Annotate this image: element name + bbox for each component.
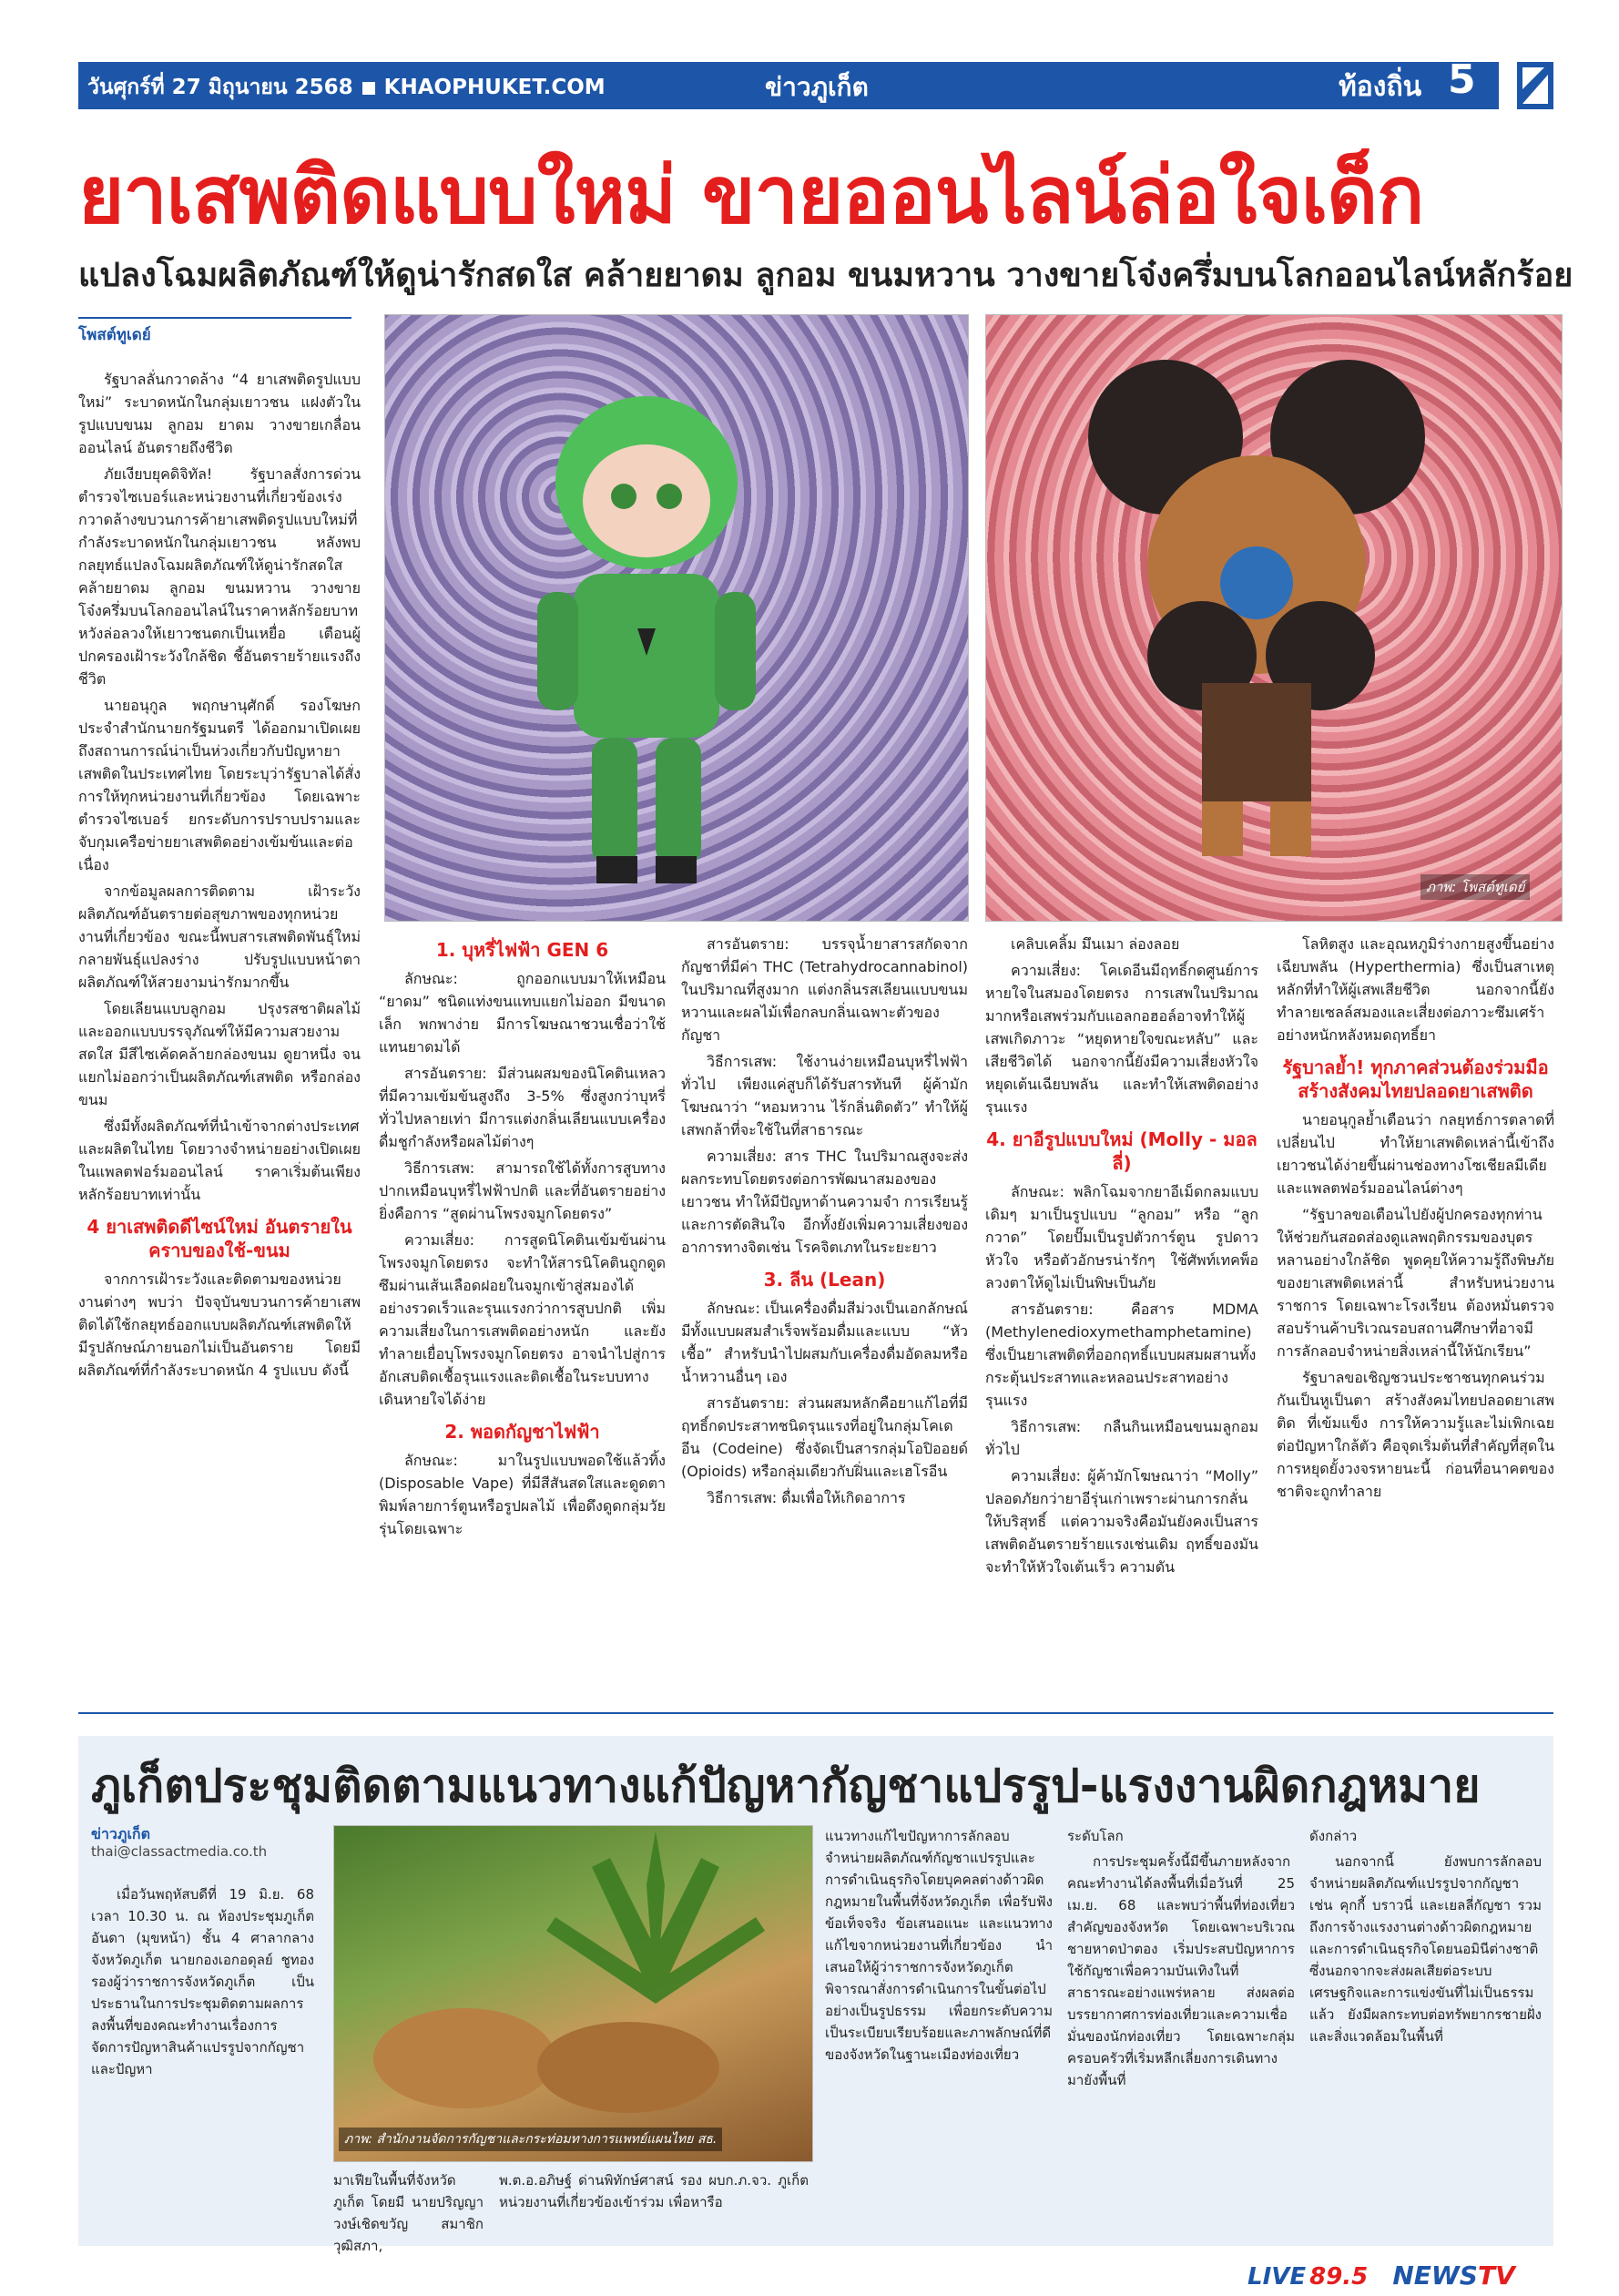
paragraph: ระดับโลก [1067,1828,1124,1844]
photo-caption: ภาพ: โพสต์ทูเดย์ [1420,874,1530,900]
paragraph: วิธีการเสพ: สามารถใช้ได้ทั้งการสูบทางปากเหมือนบุหรี่ไฟฟ้าปกติ และที่อันตรายอย่างยิ่งคือการ “สูดผ่านโพรงจมูกโดยตรง” [379,1159,666,1222]
paragraph: ลักษณะ: เป็นเครื่องดื่มสีม่วงเป็นเอกลักษณ์ มีทั้งแบบผสมสำเร็จพร้อมดื่มและแบบ “หัวเชื้อ” สำหรับนำไปผสมกับเครื่องดื่มอัดลมหรือน้ำหวานอื่นๆ เอง [681,1300,968,1385]
paragraph: วิธีการเสพ: ใช้งานง่ายเหมือนบุหรี่ไฟฟ้าทั่วไป เพียงแค่สูบก็ได้รับสารทันที ผู้ค้ามักโฆษณาว่า “หอมหวาน ไร้กลิ่นติดตัว” ทำให้ผู้เสพกล้าที่จะใช้ในที่สาธารณะ [681,1053,968,1138]
paragraph: จากการเฝ้าระวังและติดตามของหน่วยงานต่างๆ พบว่า ปัจจุบันขบวนการค้ายาเสพติดได้ใช้กลยุทธ์ออกแบบผลิตภัณฑ์เสพติดให้มีรูปลักษณ์ภายนอกไม่เป็นอันตราย โดยมีผลิตภัณฑ์ที่กำลังระบาดหนัก 4 รูปแบบ ดังนี้ [78,1270,361,1379]
radio-label: LIVE [1247,2263,1307,2291]
paragraph: เมื่อวันพฤหัสบดีที่ 19 มิ.ย. 68 เวลา 10.30 น. ณ ห้องประชุมภูเก็ตอันดา (มุขหน้า) ชั้น 4 ศาลากลางจังหวัดภูเก็ต นายกองเอกอดุลย์ ชูทอง รองผู้ว่าราชการจังหวัดภูเก็ต เป็นประธานในการประชุมติดตามผลการลงพื้นที่ของคณะทำงานเรื่องการจัดการปัญหาสินค้าแปรรูปจากกัญชา และปัญหา [91,1886,314,2077]
article1-column-3 [681,933,968,1702]
tv-label: NEWS [1392,2260,1478,2291]
paragraph: ลักษณะ: มาในรูปแบบพอดใช้แล้วทิ้ง (Disposable Vape) ที่มีสีสันสดใสและดูดตา พิมพ์ลายการ์ตูนหรือรูปผลไม้ เพื่อดึงดูดกลุ่มวัยรุ่นโดยเฉพาะ [379,1452,666,1537]
article2-column-3 [499,2169,809,2242]
section-divider [78,1712,1553,1714]
cookie-graphic [364,1985,728,2122]
paragraph: ความเสี่ยง: ผู้ค้ามักโฆษณาว่า “Molly” ปลอดภัยกว่ายาอีรุ่นเก่าเพราะผ่านการกลั่นให้บริสุทธิ์ แต่ความจริงคือมันยังคงเป็นสารเสพติดอันตรายร้ายแรงเช่นเดิม ฤทธิ์ของมันจะทำให้หัวใจเต้นเร็ว ความดัน [985,1467,1258,1576]
article2-column-6 [1309,1825,1542,2242]
corner-arrow-icon [1517,62,1553,109]
bear-toy-figure [1065,355,1448,865]
paragraph: ภัยเงียบยุคดิจิทัล! รัฐบาลสั่งการด่วนตำรวจไซเบอร์และหน่วยงานที่เกี่ยวข้องเร่งกวาดล้างขบวนการค้ายาเสพติดรูปแบบใหม่ที่กำลังระบาดหนักในกลุ่มเยาวชน หลังพบกลยุทธ์แปลงโฉมผลิตภัณฑ์ให้ดูน่ารักสดใส คล้ายยาดม ลูกอม ขนมหวาน วางขายโจ๋งครึ่มบนโลกออนไลน์ในราคาหลักร้อยบาท หวังล่อลวงให้เยาวชนตกเป็นเหยื่อ เตือนผู้ปกครองเฝ้าระวังใกล้ชิด ชี้อันตรายร้ายแรงถึงชีวิต [78,465,361,688]
article1-column-2 [379,929,666,1699]
subheading: 4. ยาอีรูปแบบใหม่ (Molly - มอลลี่) [986,1128,1258,1174]
article1-column-1 [78,368,361,1702]
footer-logos [1247,2260,1515,2291]
article2-headline: ภูเก็ตประชุมติดตามแนวทางแก้ปัญหากัญชาแปรรูป-แรงงานผิดกฎหมาย [91,1760,1481,1812]
paragraph: รัฐบาลขอเชิญชวนประชาชนทุกคนร่วมกันเป็นหูเป็นตา สร้างสังคมไทยปลอดยาเสพติด ที่เข้มแข็ง การให้ความรู้และไม่เพิกเฉยต่อปัญหาใกล้ตัว คือจุดเริ่มต้นที่สำคัญที่สุดในการหยุดยั้งวงจรหายนะนี้ ก่อนที่อนาคตของชาติจะถูกทำลาย [1277,1369,1554,1500]
paragraph: วิธีการเสพ: ดื่มเพื่อให้เกิดอาการ [707,1489,906,1506]
paragraph: สารอันตราย: บรรจุน้ำยาสารสกัดจากกัญชาที่มีค่า THC (Tetrahydrocannabinol) ในปริมาณที่สูงมาก แต่งกลิ่นรสเลียนแบบขนมหวานและผลไม้เพื่อกลบกลิ่นเฉพาะตัวของกัญชา [681,935,968,1044]
paragraph: มาเฟียในพื้นที่จังหวัดภูเก็ต โดยมี นายปริญญา วงษ์เชิดขวัญ สมาชิกวุฒิสภา, [333,2172,484,2254]
paragraph: ความเสี่ยง: สาร THC ในปริมาณสูงจะส่งผลกระทบโดยตรงต่อการพัฒนาสมองของเยาวชน ทำให้มีปัญหาด้านความจำ การเรียนรู้ และการตัดสินใจ อีกทั้งยังเพิ่มความเสี่ยงของอาการทางจิตเช่น โรคจิตเภทในระยะยาว [681,1148,968,1256]
article2-column-5 [1067,1825,1295,2242]
paragraph: “รัฐบาลขอเตือนไปยังผู้ปกครองทุกท่าน ให้ช่วยกันสอดส่องดูแลพฤติกรรมของบุตรหลานอย่างใกล้ชิด พูดคุยให้ความรู้ถึงพิษภัยของยาเสพติดเหล่านี้ สำหรับหน่วยงานราชการ โดยเฉพาะโรงเรียน ต้องหมั่นตรวจสอบร้านค้าบริเวณรอบสถานศึกษาที่อาจมีการลักลอบจำหน่ายสิ่งเหล่านี้ให้นักเรียน” [1277,1206,1554,1360]
section-name: ท้องถิ่น [1339,71,1422,103]
astronaut-toy-figure [510,383,783,893]
paragraph: การประชุมครั้งนี้มีขึ้นภายหลังจากคณะทำงานได้ลงพื้นที่เมื่อวันที่ 25 เม.ย. 68 และพบว่าพื้นที่ท่องเที่ยวสำคัญของจังหวัด โดยเฉพาะบริเวณชายหาดป่าตอง เริ่มประสบปัญหาการใช้กัญชาเพื่อความบันเทิงในที่สาธารณะอย่างแพร่หลาย ส่งผลต่อบรรยากาศการท่องเที่ยวและความเชื่อมั่นของนักท่องเที่ยว โดยเฉพาะกลุ่มครอบครัวที่เริ่มหลีกเลี่ยงการเดินทางมายังพื้นที่ [1067,1853,1295,2088]
paragraph: ลักษณะ: ถูกออกแบบมาให้เหมือน “ยาดม” ชนิดแท่งขนแทบแยกไม่ออก มีขนาดเล็ก พกพาง่าย มีการโฆษณาชวนเชื่อว่าใช้แทนยาดมได้ [379,970,666,1056]
paragraph: วิธีการเสพ: กลืนกินเหมือนขนมลูกอมทั่วไป [985,1418,1258,1458]
subheading: 2. พอดกัญชาไฟฟ้า [444,1421,600,1443]
radio-frequency: 89.5 [1309,2263,1369,2291]
paragraph: จากข้อมูลผลการติดตาม เฝ้าระวังผลิตภัณฑ์อันตรายต่อสุขภาพของทุกหน่วยงานที่เกี่ยวข้อง ขณะนี้พบสารเสพติดพันธุ์ใหม่ กลายพันธุ์แปลงร่าง ปรับรูปแบบหน้าตาผลิตภัณฑ์ให้สวยงามน่ารักมากขึ้น [78,883,361,991]
paragraph: สารอันตราย: คือสาร MDMA (Methylenedioxymethamphetamine) ซึ่งเป็นยาเสพติดที่ออกฤทธิ์แบบผสมผสานทั้งกระตุ้นประสาทและหลอนประสาทอย่างรุนแรง [985,1301,1258,1409]
article2-column-4 [825,1825,1053,2242]
tv-suffix: TV [1477,2260,1515,2291]
paragraph: นายอนุกูลย้ำเตือนว่า กลยุทธ์การตลาดที่เปลี่ยนไป ทำให้ยาเสพติดเหล่านี้เข้าถึงเยาวชนได้ง่ายขึ้นผ่านช่องทางโซเชียลมีเดียและแพลตฟอร์มออนไลน์ต่างๆ [1277,1111,1554,1197]
paragraph: ซึ่งมีทั้งผลิตภัณฑ์ที่นำเข้าจากต่างประเทศและผลิตในไทย โดยวางจำหน่ายอย่างเปิดเผยในแพลตฟอร์มออนไลน์ ราคาเริ่มต้นเพียงหลักร้อยบาทเท่านั้น [78,1117,361,1203]
main-headline: ยาเสพติดแบบใหม่ ขายออนไลน์ล่อใจเด็ก [78,150,1424,241]
page-number: 5 [1448,56,1476,103]
article2-column-1 [91,1883,314,2230]
subheading: 1. บุหรี่ไฟฟ้า GEN 6 [435,939,609,961]
byline: โพสต์ทูเดย์ [78,317,351,347]
article2-email[interactable]: thai@classactmedia.co.th [91,1843,268,1860]
article2-column-2 [333,2169,484,2254]
subheading: 4 ยาเสพติดดีไซน์ใหม่ อันตรายในคราบของใช้-ขนม [87,1216,352,1261]
paragraph: พ.ต.อ.อภิษฐ์ ด่านพิทักษ์ศาสน์ รอง ผบก.ภ.จว. ภูเก็ต หน่วยงานที่เกี่ยวข้องเข้าร่วม เพื่อหารือ [499,2172,809,2210]
subheading: รัฐบาลย้ำ! ทุกภาคส่วนต้องร่วมมือ สร้างสังคมไทยปลอดยาเสพติด [1282,1056,1549,1102]
paragraph: สารอันตราย: ส่วนผสมหลักคือยาแก้ไอที่มีฤทธิ์กดประสาทชนิดรุนแรงที่อยู่ในกลุ่มโคเดอีน (Codeine) ซึ่งจัดเป็นสารกลุ่มโอปิออยด์ (Opioids) หรือกลุ่มเดียวกับฝิ่นและเฮโรอีน [681,1394,968,1480]
newspaper-logo: ข่าวภูเก็ต [765,72,869,102]
radio-logo[interactable] [1247,2263,1376,2291]
paragraph: แนวทางแก้ไขปัญหาการลักลอบจำหน่ายผลิตภัณฑ์กัญชาแปรรูปและการดำเนินธุรกิจโดยบุคคลต่างด้าวผิดกฎหมายในพื้นที่จังหวัดภูเก็ต เพื่อรับฟังข้อเท็จจริง ข้อเสนอแนะ และแนวทางแก้ไขจากหน่วยงานที่เกี่ยวข้อง นำเสนอให้ผู้ว่าราชการจังหวัดภูเก็ตพิจารณาสั่งการดำเนินการในขั้นต่อไปอย่างเป็นรูปธรรม เพื่อยกระดับความเป็นระเบียบเรียบร้อยและภาพลักษณ์ที่ดีของจังหวัดในฐานะเมืองท่องเที่ยว [825,1828,1053,2063]
site-url[interactable]: KHAOPHUKET.COM [383,76,606,99]
issue-date: วันศุกร์ที่ 27 มิถุนายน 2568 [87,76,353,99]
paragraph: โดยเลียนแบบลูกอม ปรุงรสชาติผลไม้ และออกแบบบรรจุภัณฑ์ให้มีความสวยงามสดใส มีสีไซเค้ดคล้ายกล่องขนม ดูยาหนึ่ง จนแยกไม่ออกว่าเป็นผลิตภัณฑ์เสพติด หรือกล่องขนม [78,1000,361,1108]
paragraph: นายอนุกูล พฤกษานุศักดิ์ รองโฆษกประจำสำนักนายกรัฐมนตรี ได้ออกมาเปิดเผยถึงสถานการณ์น่าเป็นห่วงเกี่ยวกับปัญหายาเสพติดในประเทศไทย โดยระบุว่ารัฐบาลได้สั่งการให้ทุกหน่วยงานที่เกี่ยวข้อง โดยเฉพาะตำรวจไซเบอร์ ยกระดับการปราบปรามและจับกุมเครือข่ายยาเสพติดอย่างเข้มข้นและต่อเนื่อง [78,697,361,873]
paragraph: นอกจากนี้ ยังพบการลักลอบจำหน่ายผลิตภัณฑ์แปรรูปจากกัญชา เช่น คุกกี้ บราวนี่ และเยลลี่กัญชา รวมถึงการจ้างแรงงานต่างด้าวผิดกฎหมาย และการดำเนินธุรกิจโดยนอมินีต่างชาติ ซึ่งนอกจากจะส่งผลเสียต่อระบบเศรษฐกิจและการแข่งขันที่ไม่เป็นธรรมแล้ว ยังมีผลกระทบต่อทรัพยากรชายฝั่งและสิ่งแวดล้อมในพื้นที่ [1309,1853,1542,2045]
article1-column-4 [985,933,1258,1702]
paragraph: ความเสี่ยง: การสูดนิโคตินเข้มข้นผ่านโพรงจมูกโดยตรง จะทำให้สารนิโคตินถูกดูดซึมผ่านเส้นเลือดฝอยในจมูกเข้าสู่สมองได้อย่างรวดเร็วและรุนแรงกว่าการสูบปกติ เพิ่มความเสี่ยงในการเสพติดอย่างหนัก และยังทำลายเยื่อบุโพรงจมูกโดยตรง อาจนำไปสู่การอักเสบติดเชื้อรุนแรงและติดเชื้อในระบบทางเดินหายใจได้ง่าย [379,1231,666,1408]
subheading: 3. ลีน (Lean) [763,1269,886,1291]
paragraph: ความเสี่ยง: โคเดอีนมีฤทธิ์กดศูนย์การหายใจในสมองโดยตรง การเสพในปริมาณมากหรือเสพร่วมกับแอลกอฮอล์อาจทำให้ผู้เสพเกิดภาวะ “หยุดหายใจขณะหลับ” และเสียชีวิตได้ นอกจากนี้ยังมีความเสี่ยงหัวใจหยุดเต้นเฉียบพลัน และทำให้เสพติดอย่างรุนแรง [985,962,1258,1116]
paragraph: สารอันตราย: มีส่วนผสมของนิโคตินเหลวที่มีความเข้มข้นสูงถึง 3-5% ซึ่งสูงกว่าบุหรี่ทั่วไปหลายเท่า มีการแต่งกลิ่นเลียนแบบเครื่องดื่มชูกำลังหรือผลไม้ต่างๆ [379,1065,666,1150]
paragraph: ลักษณะ: พลิกโฉมจากยาอีเม็ดกลมแบบเดิมๆ มาเป็นรูปแบบ “ลูกอม” หรือ “ลูกกวาด” โดยปั๊มเป็นรูปตัวการ์ตูน รูปดาว หัวใจ หรือตัวอักษรน่ารักๆ ใช้ศัพท์เทคพ็อลวงตาให้ดูไม่เป็นพิษเป็นภัย [985,1183,1258,1291]
paragraph: เคลิบเคลิ้ม มึนเมา ล่องลอย [1011,935,1180,953]
tv-logo[interactable] [1392,2260,1514,2291]
paragraph: ดังกล่าว [1309,1828,1358,1844]
main-subheadline: แปลงโฉมผลิตภัณฑ์ให้ดูน่ารักสดใส คล้ายยาดม ลูกอม ขนมหวาน วางขายโจ๋งครึ่มบนโลกออนไลน์หลักร้อย [78,257,1573,294]
square-icon [362,82,375,95]
article1-column-5 [1277,933,1554,1702]
header-date-site [87,71,606,104]
article2-photo-caption: ภาพ: สำนักงานจัดการกัญชาและกระท่อมทางการแพทย์แผนไทย สธ. [339,2128,722,2151]
paragraph: โลหิตสูง และอุณหภูมิร่างกายสูงขึ้นอย่างเฉียบพลัน (Hyperthermia) ซึ่งเป็นสาเหตุหลักที่ทำให้ผู้เสพเสียชีวิต นอกจากนี้ยังทำลายเซลล์สมองและเสี่ยงต่อภาวะซึมเศร้าอย่างหนักหลังหมดฤทธิ์ยา [1277,935,1554,1044]
paragraph: รัฐบาลลั่นกวาดล้าง “4 ยาเสพติดรูปแบบใหม่” ระบาดหนักในกลุ่มเยาวชน แฝงตัวในรูปแบบขนม ลูกอม ยาดม วางขายเกลื่อนออนไลน์ อันตรายถึงชีวิต [78,371,361,456]
article2-byline: ข่าวภูเก็ต [91,1825,150,1842]
